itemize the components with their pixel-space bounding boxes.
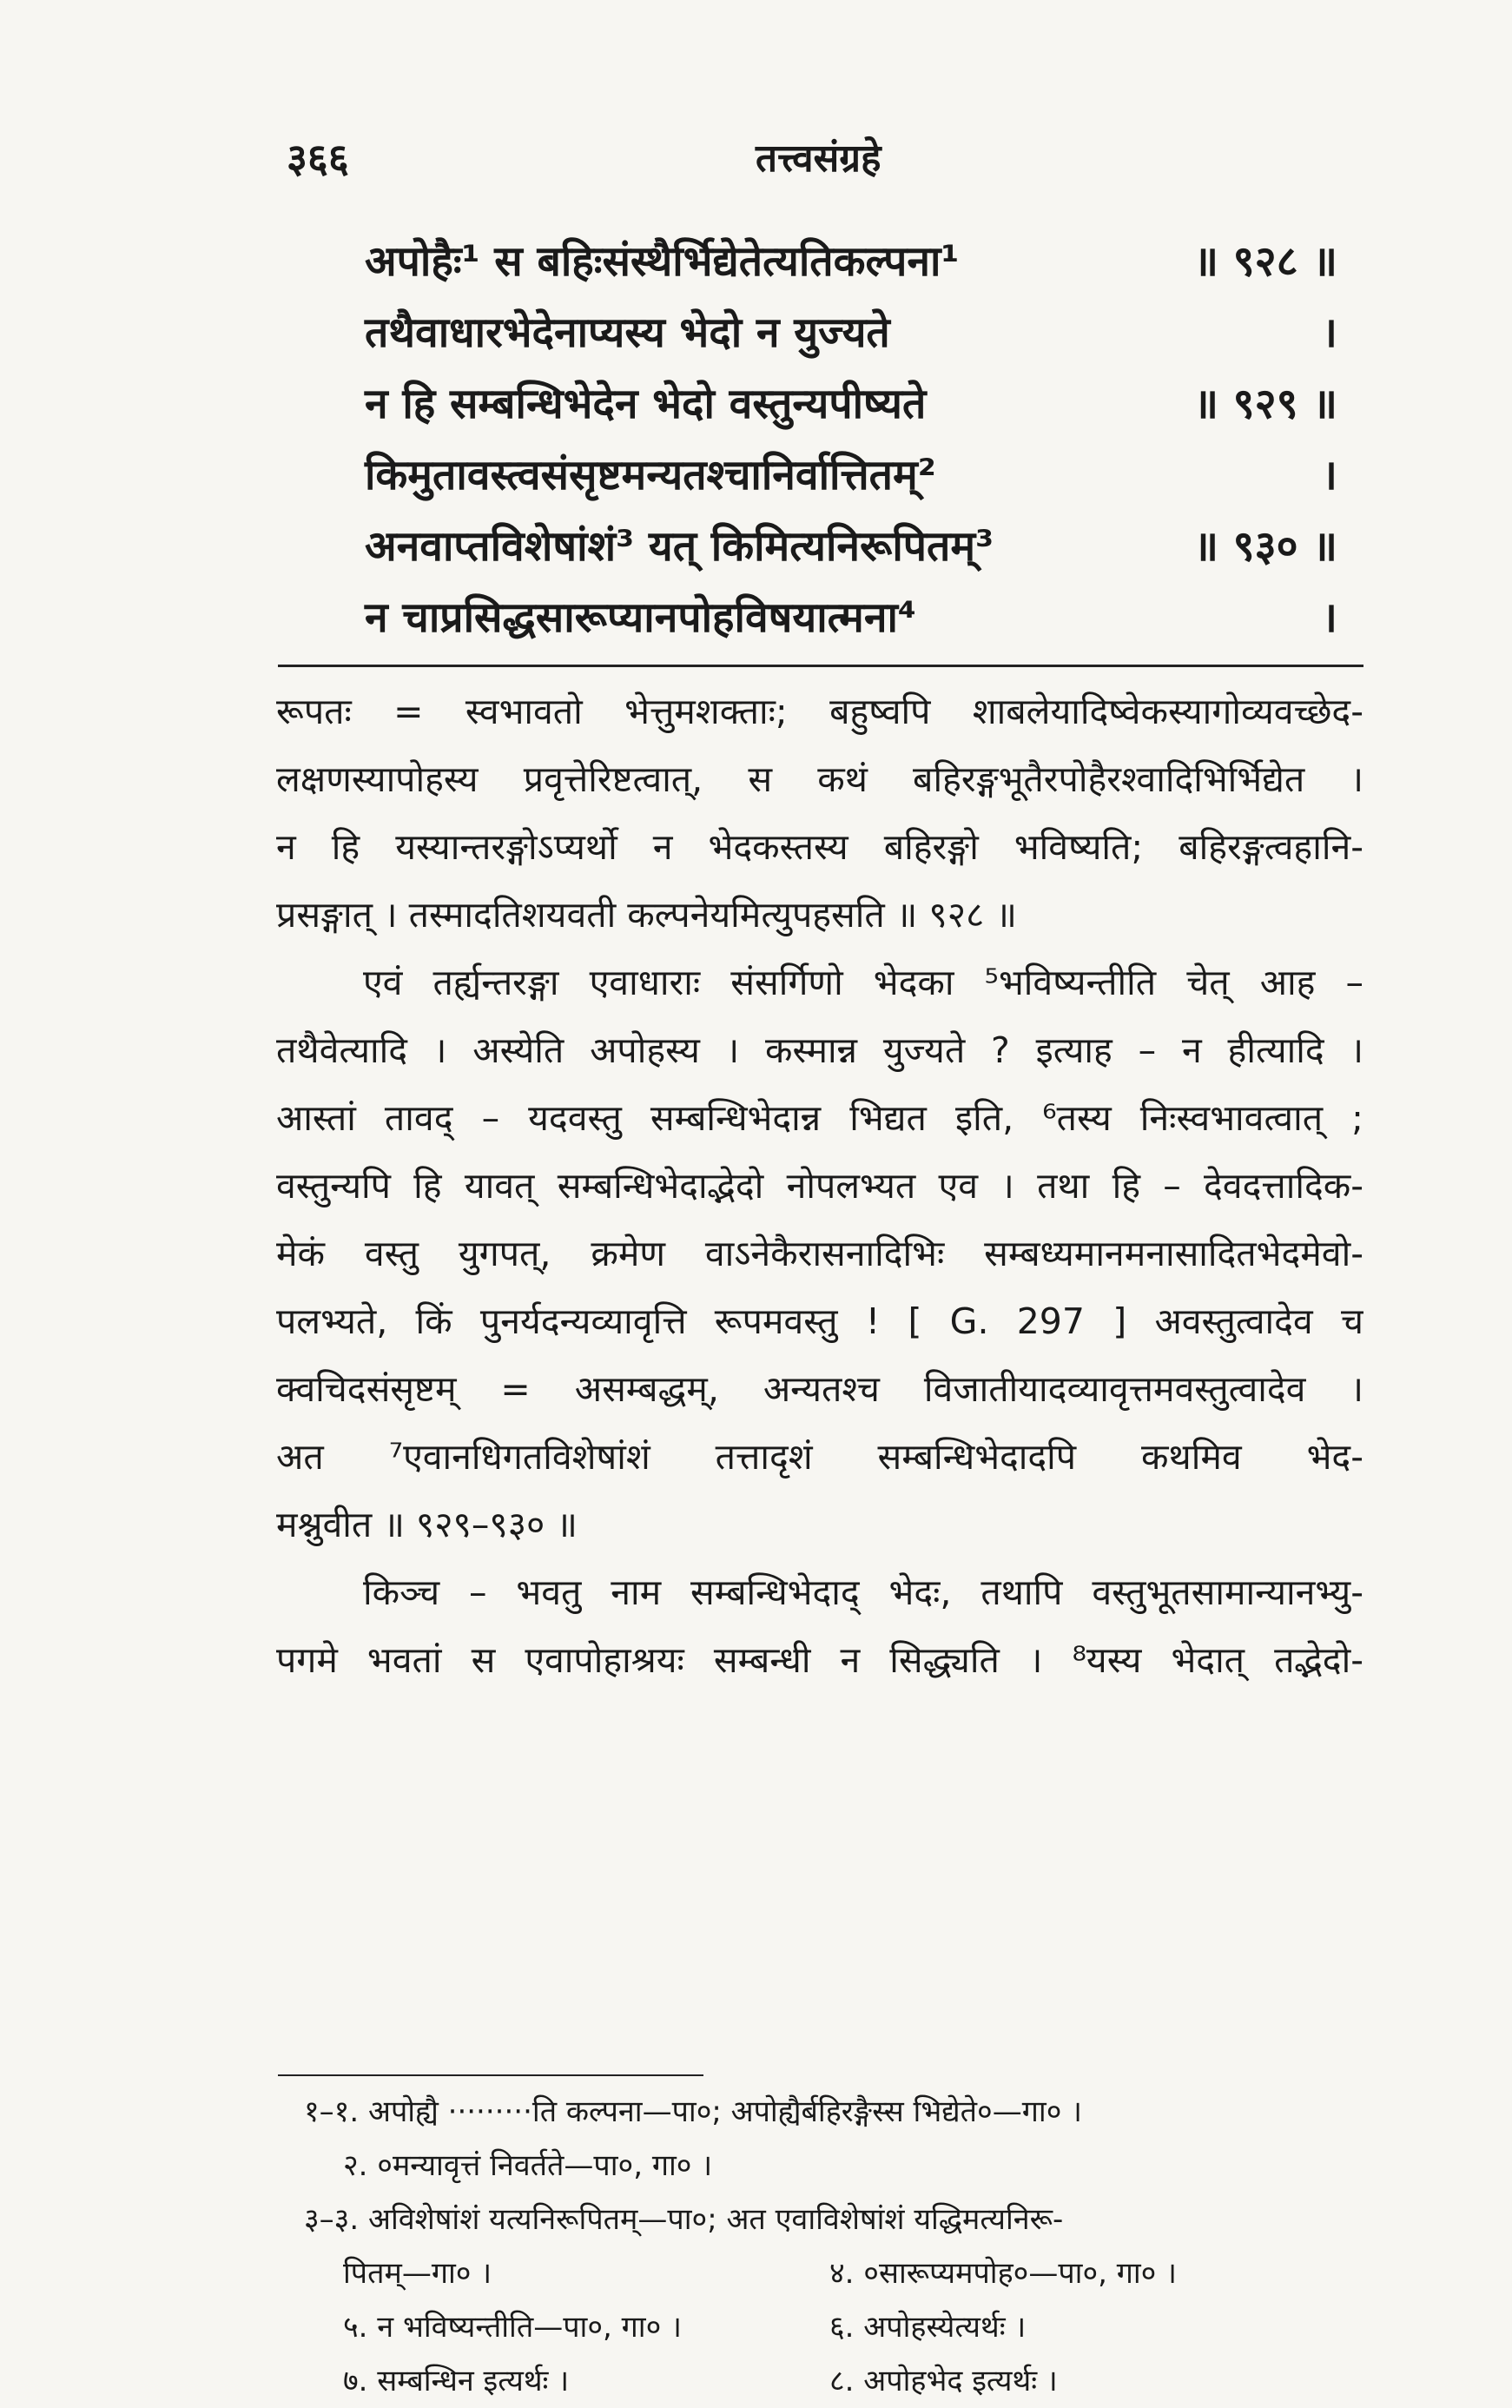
verse-number: ॥ ९२९ ॥ <box>1193 380 1337 428</box>
commentary-line: मश्नुवीत ॥ ९२९–९३० ॥ <box>276 1504 578 1545</box>
verse-line <box>365 297 1337 368</box>
footnote: ५. न भविष्यन्तीति—पा०, गा० । <box>343 2310 682 2345</box>
footnote: पितम्—गा० । <box>343 2256 492 2291</box>
verse-block <box>365 226 1337 653</box>
verse-divider <box>278 665 1363 667</box>
commentary-line: वस्तुन्यपि हि यावत् सम्बन्धिभेदाद्भेदो नोपलभ्यत एव । तथा हि – देवदत्तादिक- <box>276 1165 1363 1207</box>
verse-line <box>365 582 1337 653</box>
footnote: ४. ०सारूप्यमपोह०—पा०, गा० । <box>829 2256 1178 2291</box>
commentary-line: तथैवेत्यादि । अस्येति अपोहस्य । कस्मान्न युज्यते ? इत्याह – न हीत्यादि । <box>276 1029 1363 1071</box>
commentary-line: पगमे भवतां स एवापोहाश्रयः सम्बन्धी न सिद्ध्यति । ⁸यस्य भेदात् तद्भेदो- <box>276 1639 1363 1681</box>
footnote-line <box>304 2085 1363 2139</box>
verse-text: अनवाप्तविशेषांशं³ यत् किमित्यनिरूपितम्³ <box>365 522 994 571</box>
commentary-line: एवं तर्ह्यन्तरङ्गा एवाधाराः संसर्गिणो भेदका ⁵भविष्यन्तीति चेत् आह – <box>363 962 1363 1003</box>
verse-text: न हि सम्बन्धिभेदेन भेदो वस्तुन्यपीष्यते <box>365 380 927 428</box>
footnote: १–१. अपोह्यै ·········ति कल्पना—पा०; अपोह्यैर्बहिरङ्गैस्स भिद्येते०—गा० । <box>304 2094 1083 2129</box>
verse-number: ॥ ९३० ॥ <box>1193 522 1337 571</box>
page-header <box>287 130 1329 200</box>
verse-number: । <box>1321 308 1337 357</box>
verse-number: ॥ ९२८ ॥ <box>1193 237 1337 286</box>
commentary-line: किञ्च – भवतु नाम सम्बन्धिभेदाद् भेदः, तथापि वस्तुभूतसामान्यानभ्यु- <box>363 1571 1363 1613</box>
verse-text: अपोहैः¹ स बहिःसंस्थैर्भिद्येतेत्यतिकल्पना¹ <box>365 237 960 286</box>
running-title: तत्त्वसंग्रहे <box>756 136 881 181</box>
commentary-block <box>276 678 1363 1694</box>
verse-line <box>365 368 1337 440</box>
footnote: ८. अपोहभेद इत्यर्थः । <box>829 2364 1058 2398</box>
verse-text: तथैवाधारभेदेनाप्यस्य भेदो न युज्यते <box>365 308 890 357</box>
verse-line <box>365 511 1337 582</box>
verse-text: किमुतावस्त्वसंसृष्टमन्यतश्चानिर्वात्तितम्² <box>365 451 936 499</box>
footnote: २. ०मन्यावृत्तं निवर्तते—पा०, गा० । <box>343 2148 713 2183</box>
footnote: ७. सम्बन्धिन इत्यर्थः । <box>343 2364 570 2398</box>
footnote-line <box>304 2300 1363 2354</box>
verse-number: । <box>1321 451 1337 499</box>
footnote-line <box>304 2193 1363 2246</box>
page-number: ३६६ <box>287 135 349 182</box>
footnote: ३–३. अविशेषांशं यत्यनिरूपितम्—पा०; अत एवाविशेषांशं यद्धिमत्यनिरू- <box>304 2202 1064 2237</box>
footnotes-block <box>304 2085 1363 2408</box>
verse-number: । <box>1321 593 1337 642</box>
footnote: ६. अपोहस्येत्यर्थः । <box>829 2310 1027 2345</box>
verse-text: न चाप्रसिद्धसारूप्यानपोहविषयात्मना⁴ <box>365 593 916 642</box>
commentary-line: लक्षणस्यापोहस्य प्रवृत्तेरिष्टत्वात्, स कथं बहिरङ्गभूतैरपोहैरश्वादिभिर्भिद्येत । <box>276 758 1363 800</box>
footnote-line <box>304 2139 1363 2193</box>
verse-line <box>365 440 1337 511</box>
commentary-line: पलभ्यते, किं पुनर्यदन्यव्यावृत्ति रूपमवस्तु ! [ G. 297 ] अवस्तुत्वादेव च <box>276 1300 1363 1342</box>
commentary-line: क्वचिदसंसृष्टम् = असम्बद्धम्, अन्यतश्च विजातीयादव्यावृत्तमवस्तुत्वादेव । <box>276 1368 1363 1410</box>
commentary-line: अत ⁷एवानधिगतविशेषांशं तत्तादृशं सम्बन्धिभेदादपि कथमिव भेद- <box>276 1436 1363 1478</box>
commentary-line: मेकं वस्तु युगपत्, क्रमेण वाऽनेकैरासनादिभिः सम्बध्यमानमनासादितभेदमेवो- <box>276 1233 1363 1274</box>
commentary-line: रूपतः = स्वभावतो भेत्तुमशक्ताः; बहुष्वपि शाबलेयादिष्वेकस्यागोव्यवच्छेद- <box>276 691 1363 732</box>
verse-line <box>365 226 1337 297</box>
footnote-line <box>304 2246 1363 2300</box>
commentary-line: प्रसङ्गात् । तस्मादतिशयवती कल्पनेयमित्युपहसति ॥ ९२८ ॥ <box>276 894 1017 936</box>
footnote-divider <box>278 2074 703 2076</box>
commentary-line: न हि यस्यान्तरङ्गोऽप्यर्थो न भेदकस्तस्य बहिरङ्गो भविष्यति; बहिरङ्गत्वहानि- <box>276 826 1363 868</box>
footnote-line <box>304 2354 1363 2408</box>
commentary-line: आस्तां तावद् – यदवस्तु सम्बन्धिभेदान्न भिद्यत इति, ⁶तस्य निःस्वभावत्वात् ; <box>276 1097 1363 1139</box>
